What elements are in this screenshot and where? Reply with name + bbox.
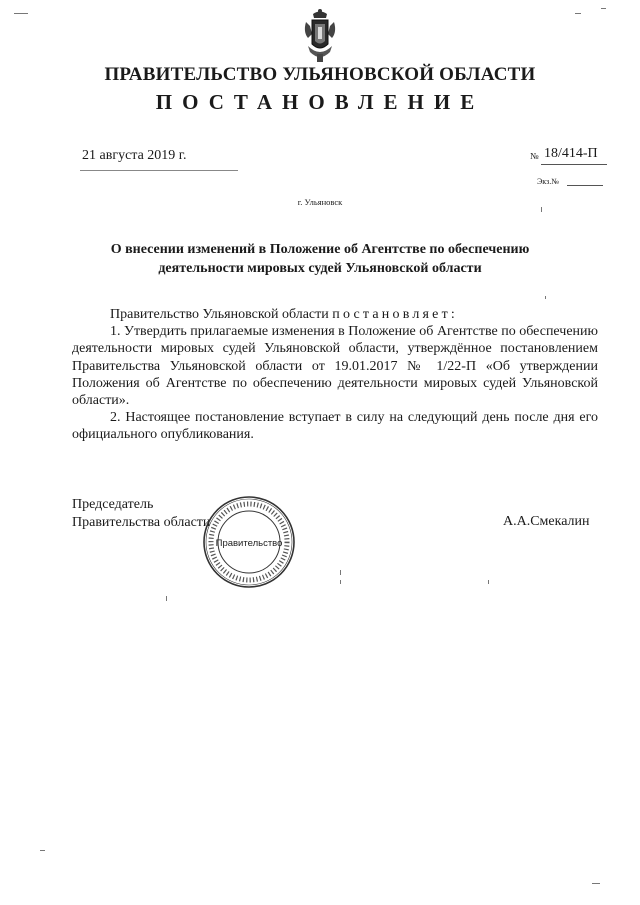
signatory-title-line-2: Правительства области <box>72 515 211 530</box>
number-underline <box>541 164 607 165</box>
number-sign: № <box>530 151 539 161</box>
scan-speck <box>166 596 167 601</box>
document-date: 21 августа 2019 г. <box>82 148 187 163</box>
scan-speck <box>541 207 542 212</box>
intro-paragraph <box>72 306 598 323</box>
signatory-name: А.А.Смекалин <box>503 514 590 529</box>
copy-number-underline <box>567 185 603 186</box>
city-line: г. Ульяновск <box>297 197 343 207</box>
intro-lead: Правительство Ульяновской области <box>110 307 333 322</box>
body-item-2: 2. Настоящее постановление вступает в силу на следующий день после дня его официального опубликования. <box>72 410 598 443</box>
scan-speck <box>575 13 581 14</box>
coat-of-arms-emblem-icon <box>300 8 340 64</box>
document-body <box>72 306 598 444</box>
official-stamp-icon <box>201 494 297 590</box>
scan-speck <box>340 570 341 575</box>
stamp-center-text: Правительство <box>215 538 283 549</box>
scan-speck <box>545 296 546 299</box>
signatory-title <box>72 496 210 532</box>
signatory-title-line-1: Председатель <box>72 497 154 512</box>
copy-number-label: Экз.№ <box>537 177 559 186</box>
intro-tail: : <box>450 307 455 322</box>
scan-speck <box>40 850 45 851</box>
document-heading <box>60 240 580 278</box>
scan-speck <box>592 883 600 884</box>
heading-line-1: О внесении изменений в Положение об Агентстве по обеспечению <box>110 242 530 257</box>
scan-speck <box>14 13 28 14</box>
scan-speck <box>340 580 341 584</box>
intro-resolves-word: постановляет <box>332 307 451 322</box>
government-title: ПРАВИТЕЛЬСТВО УЛЬЯНОВСКОЙ ОБЛАСТИ <box>104 64 536 85</box>
document-number: 18/414-П <box>544 146 598 161</box>
date-underline <box>80 170 238 171</box>
heading-line-2: деятельности мировых судей Ульяновской области <box>158 261 482 276</box>
body-item-1: 1. Утвердить прилагаемые изменения в Положение об Агентстве по обеспечению деятельности мировых судей Ульяновской области, утверждённое постановлением Правительства Ульяновской области от 19.01.2017 № 1/22-П «Об утверждении Положения об Агентстве по обеспечению деятельности мировых судей Ульяновской области». <box>72 324 598 409</box>
document-type-title: ПОСТАНОВЛЕНИЕ <box>155 90 485 114</box>
scan-speck <box>601 8 606 9</box>
scan-speck <box>488 580 489 584</box>
